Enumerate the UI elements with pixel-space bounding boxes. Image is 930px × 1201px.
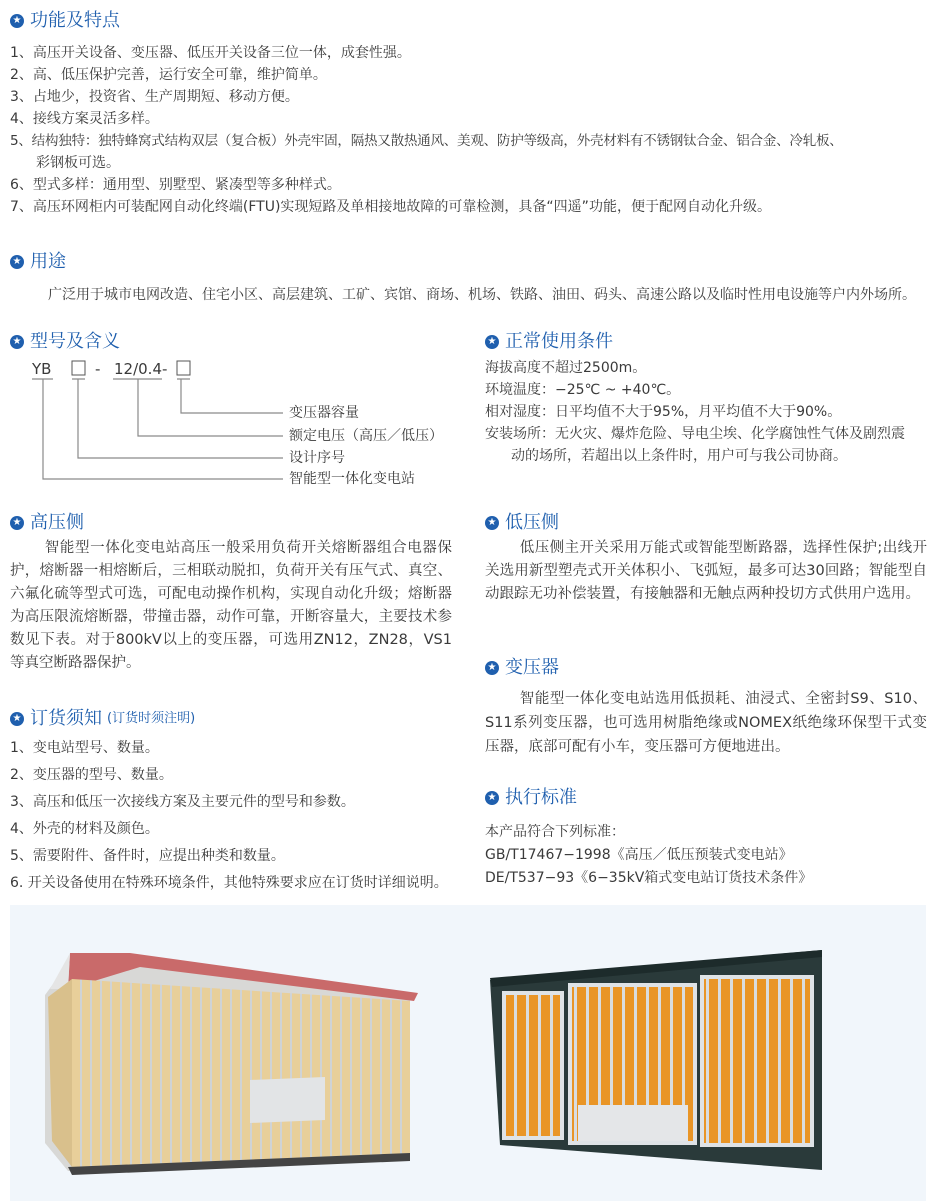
list-item: 3、占地少，投资省、生产周期短、移动方便。 xyxy=(10,89,299,105)
list-item: 7、高压环网柜内可装配网自动化终端(FTU)实现短路及单相接地故障的可靠检测，具备“四遥”功能，便于配网自动化升级。 xyxy=(10,199,771,215)
model-code-diagram xyxy=(0,355,470,490)
list-item: 5、需要附件、备件时，应提出种类和数量。 xyxy=(10,848,285,864)
list-item: 1、变电站型号、数量。 xyxy=(10,740,159,756)
star-badge-icon xyxy=(485,335,499,349)
list-item: 4、外壳的材料及颜色。 xyxy=(10,821,159,837)
model-label-type: 智能型一体化变电站 xyxy=(289,471,415,487)
model-dash: - xyxy=(95,360,101,378)
list-item: 环境温度：−25℃ ~ +40℃。 xyxy=(485,382,681,398)
list-item: DE/T537−93《6−35kV箱式变电站订货技术条件》 xyxy=(485,870,813,886)
model-label-design: 设计序号 xyxy=(289,450,345,466)
star-badge-icon xyxy=(10,516,24,530)
conditions-heading: ★ 正常使用条件 xyxy=(485,331,613,353)
features-list xyxy=(10,42,843,218)
wood-cabinet-substation xyxy=(45,953,418,1175)
list-item: 本产品符合下列标准： xyxy=(485,824,625,840)
list-item: 安装场所：无火灾、爆炸危险、导电尘埃、化学腐蚀性气体及剧烈震 xyxy=(485,426,905,442)
lv-text: 低压侧主开关采用万能式或智能型断路器，选择性保护;出线开关选用新型塑壳式开关体积小、飞弧短，最多可达30回路；智能型自动跟踪无功补偿装置，有接触器和无触点两种投切方式供用户选用。 xyxy=(485,540,927,602)
usage-text: 广泛用于城市电网改造、住宅小区、高层建筑、工矿、宾馆、商场、机场、铁路、油田、码头、高速公路以及临时性用电设施等户内外场所。 xyxy=(48,287,916,303)
ordering-list xyxy=(10,735,448,897)
ordering-heading: ★ 订货须知 (订货时须注明) xyxy=(10,708,195,730)
transformer-text: 智能型一体化变电站选用低损耗、油浸式、全密封S9、S10、S11系列变压器，也可选用树脂绝缘或NOMEX纸绝缘环保型干式变压器，底部可配有小车，变压器可方便地进出。 xyxy=(485,691,927,755)
star-badge-icon xyxy=(10,14,24,28)
list-item: 1、高压开关设备、变压器、低压开关设备三位一体，成套性强。 xyxy=(10,45,411,61)
features-heading: ★ 功能及特点 xyxy=(10,10,120,32)
star-badge-icon xyxy=(10,255,24,269)
list-item: 海拔高度不超过2500m。 xyxy=(485,360,647,376)
model-label-capacity: 变压器容量 xyxy=(289,405,359,421)
list-item: 彩钢板可选。 xyxy=(36,155,120,171)
list-item: GB/T17467−1998《高压／低压预装式变电站》 xyxy=(485,847,793,863)
list-item: 4、接线方案灵活多样。 xyxy=(10,111,159,127)
list-item: 6. 开关设备使用在特殊环境条件，其他特殊要求应在订货时详细说明。 xyxy=(10,875,448,891)
model-label-voltage: 额定电压（高压／低压） xyxy=(289,428,443,444)
usage-heading: ★ 用途 xyxy=(10,251,66,273)
standards-list xyxy=(485,821,812,890)
list-item: 6、型式多样：通用型、别墅型、紧凑型等多种样式。 xyxy=(10,177,341,193)
list-item: 2、变压器的型号、数量。 xyxy=(10,767,173,783)
star-badge-icon xyxy=(10,335,24,349)
list-item: 相对湿度：日平均值不大于95%，月平均值不大于90%。 xyxy=(485,404,842,420)
lv-heading: ★ 低压侧 xyxy=(485,512,559,534)
model-capacity-box xyxy=(177,361,190,375)
list-item: 动的场所，若超出以上条件时，用户可与我公司协商。 xyxy=(511,448,847,464)
hv-heading: ★ 高压侧 xyxy=(10,512,84,534)
transformer-heading: ★ 变压器 xyxy=(485,657,559,679)
orange-panel-substation xyxy=(490,950,822,1170)
product-photo-panel xyxy=(10,905,926,1201)
list-item: 3、高压和低压一次接线方案及主要元件的型号和参数。 xyxy=(10,794,355,810)
star-badge-icon xyxy=(485,661,499,675)
model-heading: ★ 型号及含义 xyxy=(10,331,120,353)
star-badge-icon xyxy=(485,791,499,805)
star-badge-icon xyxy=(485,516,499,530)
model-series-box xyxy=(72,361,85,375)
conditions-list xyxy=(485,357,905,467)
list-item: 5、结构独特：独特蜂窝式结构双层（复合板）外壳牢固，隔热又散热通风、美观、防护等级高，外壳材料有不锈钢钛合金、铝合金、冷轧板、 xyxy=(10,133,843,149)
model-prefix: YB xyxy=(32,360,52,378)
hv-text: 智能型一体化变电站高压一般采用负荷开关熔断器组合电器保护，熔断器一相熔断后，三相联动脱扣，负荷开关有压气式、真空、六氟化硫等型式可选，可配电动操作机构，实现自动化升级；熔断器为高压限流熔断器，带撞击器，动作可靠，开断容量大，主要技术参数见下表。对于800kV以上的变压器，可选用ZN12，ZN28，VS1等真空断路器保护。 xyxy=(10,540,452,671)
standards-heading: ★ 执行标准 xyxy=(485,787,577,809)
model-voltage: 12/0.4- xyxy=(114,360,168,378)
list-item: 2、高、低压保护完善，运行安全可靠，维护简单。 xyxy=(10,67,327,83)
product-illustrations xyxy=(10,905,926,1201)
star-badge-icon xyxy=(10,712,24,726)
